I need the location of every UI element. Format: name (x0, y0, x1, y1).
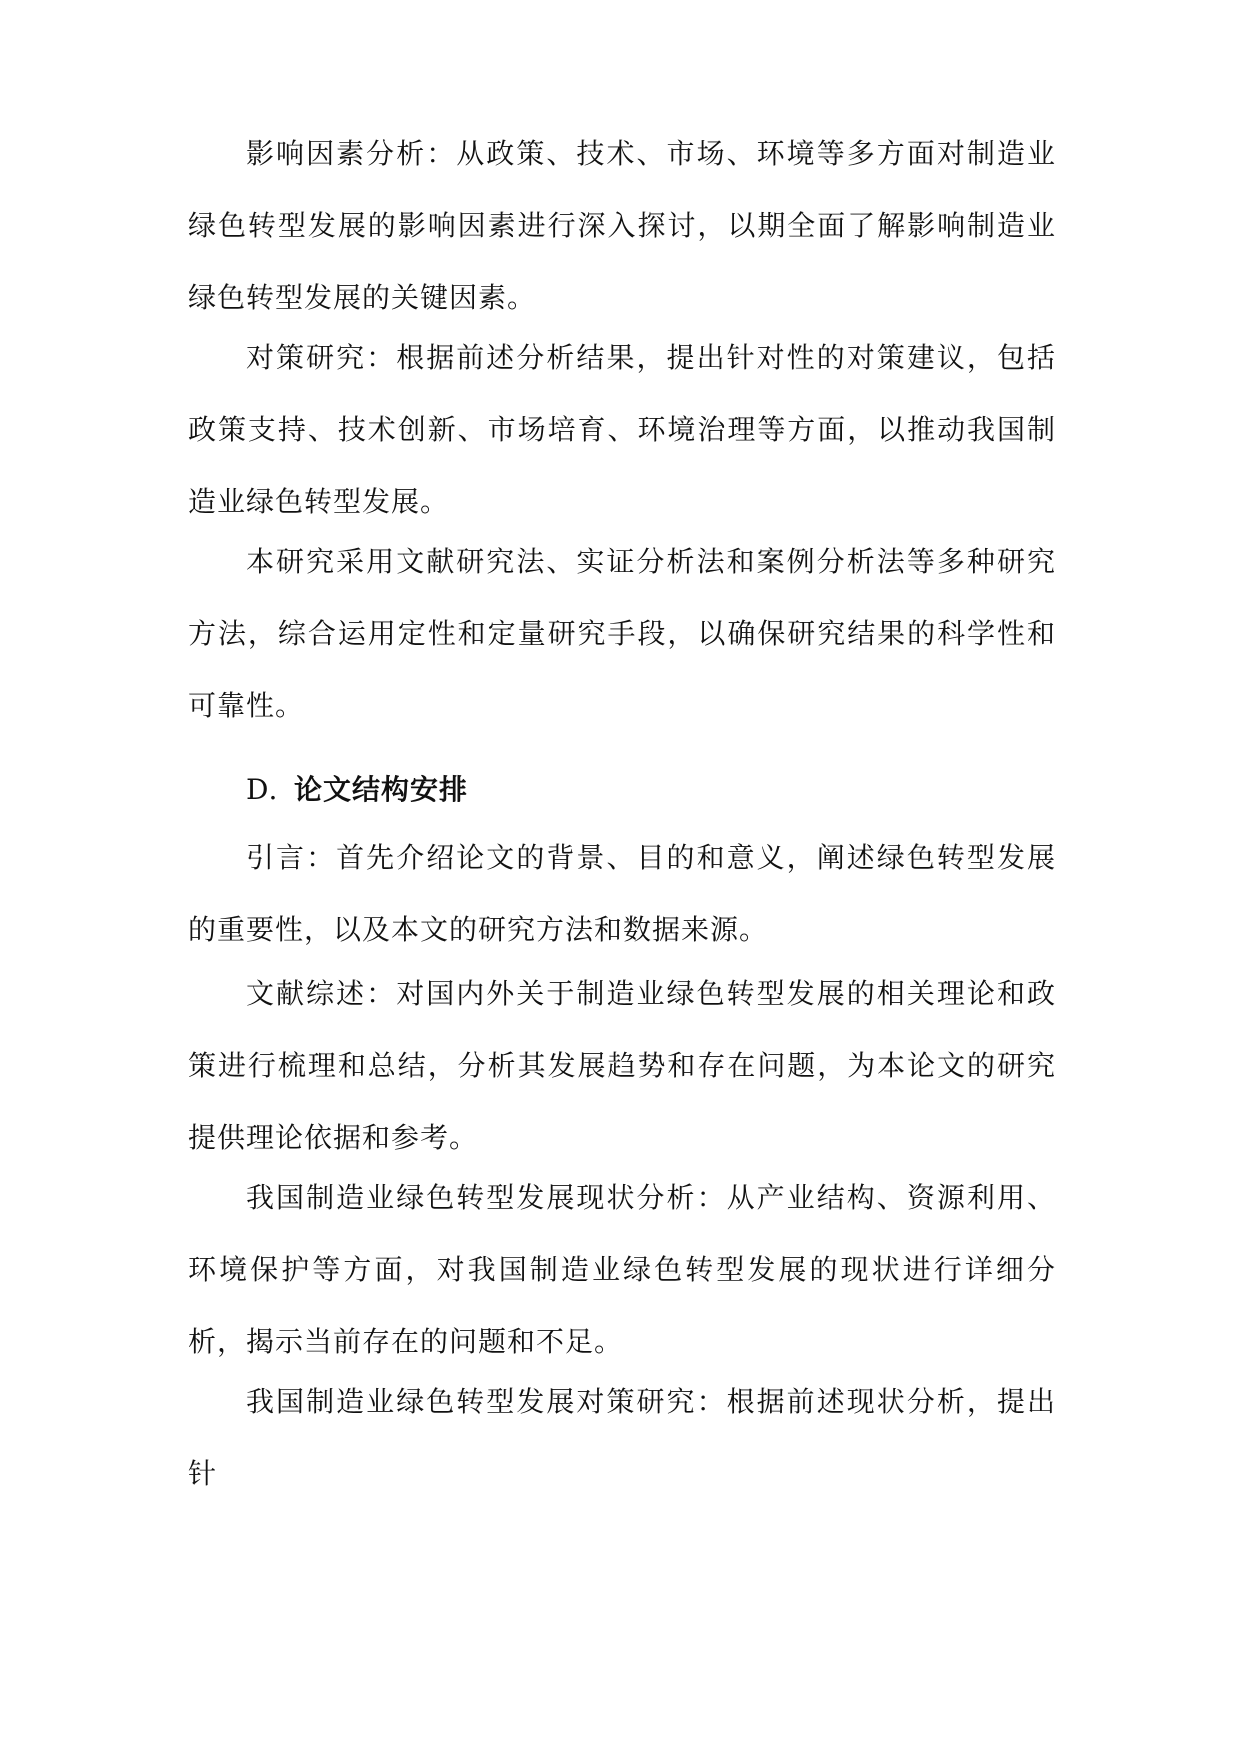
paragraph-research-methods: 本研究采用文献研究法、实证分析法和案例分析法等多种研究方法，综合运用定性和定量研究手段，以确保研究结果的科学性和可靠性。 (188, 545, 1056, 722)
section-label: D. (246, 773, 279, 806)
section-heading (246, 754, 468, 826)
section-title: 论文结构安排 (294, 773, 469, 806)
paragraph-status-analysis: 我国制造业绿色转型发展现状分析：从产业结构、资源利用、环境保护等方面，对我国制造业绿色转型发展的现状进行详细分析，揭示当前存在的问题和不足。 (188, 1181, 1056, 1358)
paragraph-countermeasure-research: 对策研究：根据前述分析结果，提出针对性的对策建议，包括政策支持、技术创新、市场培育、环境治理等方面，以推动我国制造业绿色转型发展。 (188, 341, 1056, 518)
paragraph-introduction: 引言：首先介绍论文的背景、目的和意义，阐述绿色转型发展的重要性，以及本文的研究方法和数据来源。 (188, 841, 1056, 946)
paragraph-countermeasure-study: 我国制造业绿色转型发展对策研究：根据前述现状分析，提出针 (188, 1385, 1056, 1490)
paragraph-literature-review: 文献综述：对国内外关于制造业绿色转型发展的相关理论和政策进行梳理和总结，分析其发展趋势和存在问题，为本论文的研究提供理论依据和参考。 (188, 977, 1056, 1154)
paragraph-influencing-factors: 影响因素分析：从政策、技术、市场、环境等多方面对制造业绿色转型发展的影响因素进行深入探讨，以期全面了解影响制造业绿色转型发展的关键因素。 (188, 137, 1056, 314)
